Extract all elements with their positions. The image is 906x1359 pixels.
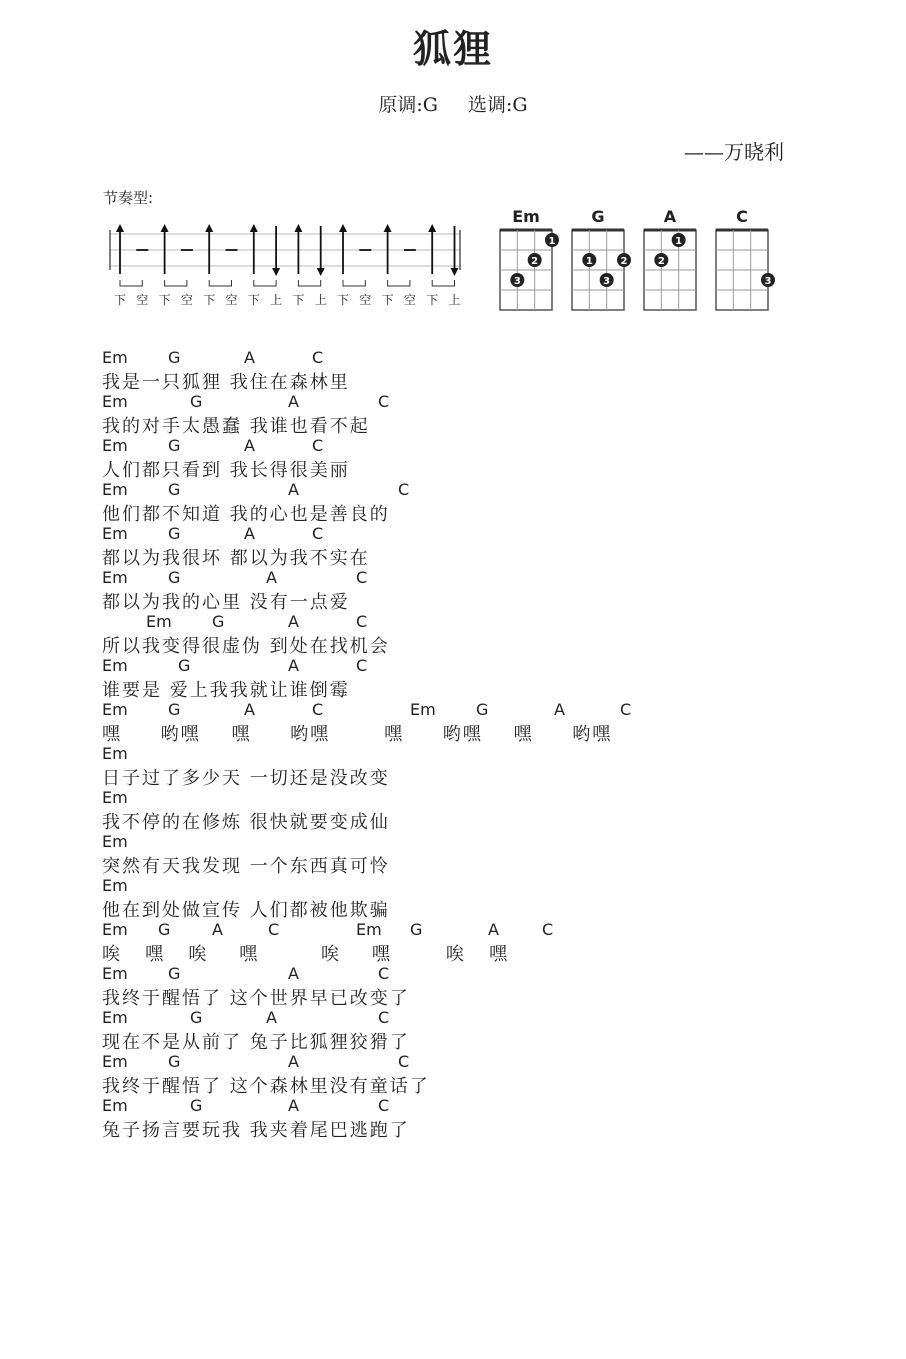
chord-symbol: C bbox=[312, 436, 324, 455]
chord-symbol: C bbox=[356, 656, 368, 675]
chord-symbol: G bbox=[476, 700, 489, 719]
chord-row bbox=[102, 568, 612, 588]
chord-diagram-g bbox=[572, 207, 631, 310]
chord-symbol: Em bbox=[356, 920, 382, 939]
chord-symbol: Em bbox=[102, 524, 128, 543]
chord-diagram-a bbox=[644, 207, 696, 310]
chord-row bbox=[102, 964, 612, 984]
chord-symbol: C bbox=[356, 612, 368, 631]
chord-symbol: G bbox=[168, 964, 181, 983]
chord-symbol: C bbox=[620, 700, 632, 719]
lyric-text: 唉 嘿 唉 嘿 唉 嘿 唉 嘿 bbox=[102, 944, 510, 965]
chord-diagram-c bbox=[716, 207, 775, 310]
rhythm-stroke-label: 下 bbox=[247, 293, 260, 307]
lyric-text: 所以我变得很虚伪 到处在找机会 bbox=[102, 636, 390, 657]
rhythm-stroke-label: 空 bbox=[359, 293, 372, 307]
svg-text:2: 2 bbox=[620, 256, 628, 267]
chord-symbol: C bbox=[398, 480, 410, 499]
chord-symbol: Em bbox=[102, 568, 128, 587]
chord-symbol: Em bbox=[102, 480, 128, 499]
rhythm-stroke-label: 上 bbox=[448, 293, 461, 307]
lyric-line bbox=[102, 964, 612, 1009]
chord-symbol: G bbox=[168, 1052, 181, 1071]
rhythm-stroke-label: 下 bbox=[158, 293, 171, 307]
rhythm-stroke-label: 空 bbox=[225, 293, 238, 307]
chord-row bbox=[102, 920, 612, 940]
lyric-line bbox=[102, 1052, 612, 1097]
chord-row bbox=[102, 480, 612, 500]
svg-text:2: 2 bbox=[531, 256, 539, 267]
chord-symbol: Em bbox=[102, 832, 128, 851]
selected-key: 选调:G bbox=[468, 94, 528, 116]
chord-symbol: G bbox=[168, 480, 181, 499]
chord-symbol: Em bbox=[102, 700, 128, 719]
lyric-line bbox=[102, 348, 612, 393]
chord-symbol: Em bbox=[146, 612, 172, 631]
lyric-text: 都以为我的心里 没有一点爱 bbox=[102, 592, 350, 613]
chord-symbol: C bbox=[378, 392, 390, 411]
chord-symbol: G bbox=[190, 1096, 203, 1115]
chord-symbol: G bbox=[168, 348, 181, 367]
lyric-text: 我终于醒悟了 这个世界早已改变了 bbox=[102, 988, 410, 1009]
chord-row bbox=[102, 348, 612, 368]
rhythm-stroke-label: 上 bbox=[314, 293, 327, 307]
song-title: 狐狸 bbox=[412, 27, 493, 71]
lyric-text: 都以为我很坏 都以为我不实在 bbox=[102, 548, 370, 569]
chord-symbol: C bbox=[312, 524, 324, 543]
chord-symbol: Em bbox=[102, 744, 128, 763]
chord-symbol: A bbox=[244, 524, 255, 543]
chord-diagrams bbox=[495, 204, 785, 316]
chord-row bbox=[102, 788, 612, 808]
svg-text:2: 2 bbox=[657, 256, 665, 267]
lyric-text: 现在不是从前了 兔子比狐狸狡猾了 bbox=[102, 1032, 410, 1053]
artist: ——万晓利 bbox=[684, 140, 784, 164]
chord-symbol: G bbox=[410, 920, 423, 939]
chord-symbol: Em bbox=[102, 348, 128, 367]
chord-symbol: Em bbox=[102, 964, 128, 983]
rhythm-label: 节奏型: bbox=[103, 189, 154, 207]
lyric-text: 嘿 哟嘿 嘿 哟嘿 嘿 哟嘿 嘿 哟嘿 bbox=[102, 724, 613, 745]
chord-symbol: A bbox=[288, 392, 299, 411]
lyric-text: 我终于醒悟了 这个森林里没有童话了 bbox=[102, 1076, 430, 1097]
chord-name: C bbox=[736, 207, 748, 226]
chord-symbol: A bbox=[212, 920, 223, 939]
chord-symbol: A bbox=[288, 480, 299, 499]
chord-row bbox=[102, 876, 612, 896]
lyric-text: 他在到处做宣传 人们都被他欺骗 bbox=[102, 900, 390, 921]
rhythm-stroke-label: 下 bbox=[381, 293, 394, 307]
rhythm-stroke-label: 下 bbox=[292, 293, 305, 307]
rhythm-pattern bbox=[108, 222, 468, 312]
svg-text:3: 3 bbox=[513, 276, 521, 287]
rhythm-stroke-label: 下 bbox=[336, 293, 350, 307]
lyric-text: 人们都只看到 我长得很美丽 bbox=[102, 460, 350, 481]
rhythm-stroke-label: 空 bbox=[136, 293, 149, 307]
chord-symbol: G bbox=[212, 612, 225, 631]
chord-symbol: A bbox=[288, 612, 299, 631]
rhythm-stroke-label: 空 bbox=[180, 293, 193, 307]
chord-row bbox=[102, 1008, 612, 1028]
chord-symbol: A bbox=[266, 1008, 277, 1027]
chord-symbol: Em bbox=[102, 788, 128, 807]
chord-symbol: A bbox=[288, 656, 299, 675]
chord-symbol: Em bbox=[410, 700, 436, 719]
lyric-text: 兔子扬言要玩我 我夹着尾巴逃跑了 bbox=[102, 1120, 410, 1141]
chord-symbol: A bbox=[288, 1096, 299, 1115]
svg-text:3: 3 bbox=[603, 276, 611, 287]
svg-text:1: 1 bbox=[675, 236, 683, 247]
lyric-line bbox=[102, 524, 612, 569]
lyric-line bbox=[102, 1008, 612, 1053]
rhythm-stroke-label: 空 bbox=[403, 293, 416, 307]
chord-symbol: C bbox=[378, 964, 390, 983]
chord-symbol: Em bbox=[102, 656, 128, 675]
svg-text:1: 1 bbox=[548, 236, 556, 247]
chord-symbol: G bbox=[158, 920, 171, 939]
lyrics-sheet bbox=[102, 348, 632, 1141]
chord-name: A bbox=[663, 207, 677, 226]
chord-row bbox=[102, 1052, 612, 1072]
lyric-text: 谁要是 爱上我我就让谁倒霉 bbox=[102, 680, 350, 701]
chord-symbol: A bbox=[266, 568, 277, 587]
rhythm-stroke-label: 上 bbox=[270, 293, 283, 307]
lyric-text: 突然有天我发现 一个东西真可怜 bbox=[102, 856, 390, 877]
chord-row bbox=[102, 744, 612, 764]
chord-symbol: C bbox=[542, 920, 554, 939]
lyric-line bbox=[102, 436, 612, 481]
lyric-line bbox=[102, 876, 612, 921]
lyric-line bbox=[102, 788, 612, 833]
lyric-line bbox=[102, 832, 612, 877]
lyric-line bbox=[102, 480, 612, 525]
chord-symbol: Em bbox=[102, 876, 128, 895]
chord-symbol: C bbox=[268, 920, 280, 939]
chord-symbol: A bbox=[288, 964, 299, 983]
rhythm-stroke-label: 下 bbox=[113, 293, 127, 307]
chord-symbol: G bbox=[168, 700, 181, 719]
chord-row bbox=[102, 524, 612, 544]
chord-symbol: A bbox=[488, 920, 499, 939]
svg-text:1: 1 bbox=[585, 256, 593, 267]
chord-row bbox=[102, 612, 612, 632]
lyric-line bbox=[102, 1096, 612, 1141]
chord-symbol: C bbox=[378, 1096, 390, 1115]
lyric-line bbox=[102, 920, 612, 965]
chord-symbol: C bbox=[356, 568, 368, 587]
lyric-line bbox=[102, 392, 612, 437]
lyric-line bbox=[102, 744, 612, 789]
lyric-text: 我的对手太愚蠢 我谁也看不起 bbox=[102, 416, 370, 437]
lyric-line bbox=[102, 700, 632, 745]
chord-symbol: A bbox=[288, 1052, 299, 1071]
rhythm-stroke-label: 下 bbox=[203, 293, 216, 307]
chord-symbol: Em bbox=[102, 1008, 128, 1027]
chord-row bbox=[102, 1096, 612, 1116]
chord-symbol: Em bbox=[102, 1052, 128, 1071]
chord-row bbox=[102, 436, 612, 456]
chord-symbol: G bbox=[168, 568, 181, 587]
svg-text:3: 3 bbox=[764, 276, 772, 287]
lyric-text: 我是一只狐狸 我住在森林里 bbox=[102, 372, 350, 393]
chord-symbol: C bbox=[398, 1052, 410, 1071]
chord-symbol: A bbox=[244, 348, 255, 367]
lyric-text: 我不停的在修炼 很快就要变成仙 bbox=[102, 812, 390, 833]
lyric-text: 日子过了多少天 一切还是没改变 bbox=[102, 768, 390, 789]
lyric-text: 他们都不知道 我的心也是善良的 bbox=[102, 504, 390, 525]
chord-symbol: Em bbox=[102, 920, 128, 939]
chord-row bbox=[102, 656, 612, 676]
chord-symbol: G bbox=[190, 392, 203, 411]
original-key: 原调:G bbox=[378, 94, 438, 116]
chord-symbol: A bbox=[244, 700, 255, 719]
chord-symbol: G bbox=[168, 524, 181, 543]
chord-row bbox=[102, 700, 632, 720]
chord-symbol: A bbox=[244, 436, 255, 455]
lyric-line bbox=[102, 656, 612, 701]
chord-name: G bbox=[591, 207, 605, 226]
chord-row bbox=[102, 392, 612, 412]
chord-name: Em bbox=[512, 207, 540, 226]
chord-symbol: C bbox=[312, 348, 324, 367]
chord-symbol: Em bbox=[102, 392, 128, 411]
chord-row bbox=[102, 832, 612, 852]
lyric-line bbox=[102, 568, 612, 613]
chord-symbol: G bbox=[190, 1008, 203, 1027]
chord-symbol: G bbox=[168, 436, 181, 455]
rhythm-stroke-label: 下 bbox=[426, 293, 439, 307]
lyric-line bbox=[102, 612, 612, 657]
chord-symbol: Em bbox=[102, 436, 128, 455]
chord-symbol: G bbox=[178, 656, 191, 675]
chord-symbol: A bbox=[554, 700, 565, 719]
chord-symbol: C bbox=[312, 700, 324, 719]
chord-diagram-em bbox=[500, 207, 559, 310]
key-info bbox=[0, 90, 906, 117]
chord-symbol: C bbox=[378, 1008, 390, 1027]
chord-symbol: Em bbox=[102, 1096, 128, 1115]
